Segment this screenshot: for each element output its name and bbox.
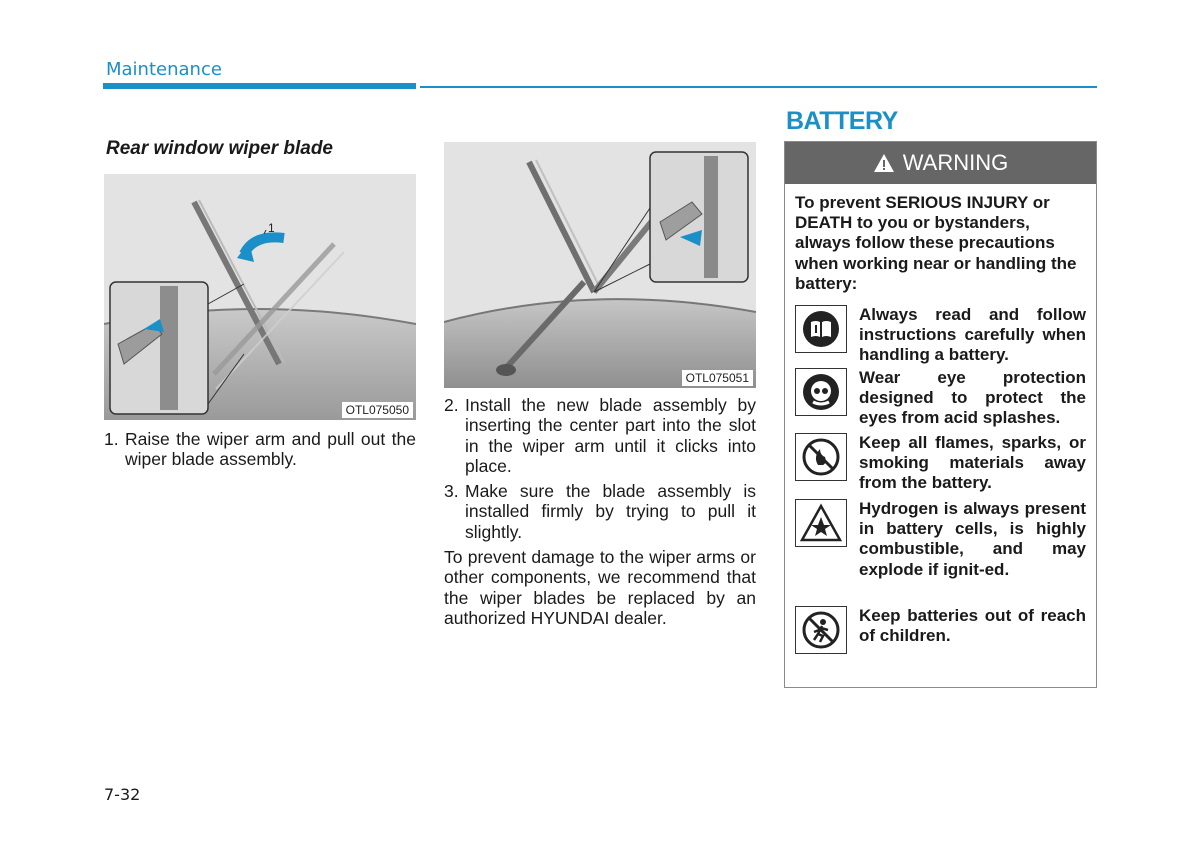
subheading: Rear window wiper blade — [106, 138, 333, 159]
warning-item-text: Wear eye protection designed to protect the eyes from acid splashes. — [859, 368, 1086, 428]
wiper-install-illustration — [444, 142, 756, 388]
header-rule-thin — [420, 86, 1097, 88]
step-3 — [444, 481, 756, 542]
step-text: Make sure the blade assembly is installed firmly by trying to pull it slightly. — [465, 481, 756, 542]
warning-header — [785, 142, 1096, 184]
step-text: Install the new blade assembly by inserting the center part into the slot in the wiper arm until it clicks into place. — [465, 395, 756, 476]
warning-intro: To prevent SERIOUS INJURY or DEATH to you or bystanders, always follow these precautions when working near or handling the battery: — [795, 193, 1077, 293]
step-number: 2. — [444, 395, 459, 415]
step-number: 1. — [104, 429, 119, 449]
warning-item-text: Keep batteries out of reach of children. — [859, 606, 1086, 646]
instructions-left — [104, 429, 416, 470]
section-label: Maintenance — [106, 59, 222, 80]
warning-item-text: Hydrogen is always present in battery cells, is highly combustible, and may explode if ignit-ed. — [859, 499, 1086, 579]
warning-triangle-icon — [873, 153, 895, 173]
warning-item-text: Keep all flames, sparks, or smoking materials away from the battery. — [859, 433, 1086, 493]
page-number: 7-32 — [104, 785, 141, 804]
header-rule-thick — [103, 83, 416, 89]
wiper-removal-illustration — [104, 174, 416, 420]
warning-item-text: Always read and follow instructions carefully when handling a battery. — [859, 305, 1086, 365]
keep-children-away-icon — [801, 610, 841, 650]
step-1 — [104, 429, 416, 470]
figure-wiper-install — [444, 142, 756, 388]
step-text: Raise the wiper arm and pull out the wiper blade assembly. — [125, 429, 416, 470]
explosion-hazard-icon — [800, 503, 842, 543]
step-2 — [444, 395, 756, 476]
figure-callout: 1 — [268, 221, 275, 235]
step-number: 3. — [444, 481, 459, 502]
read-manual-icon — [801, 309, 841, 349]
figure-code: OTL075051 — [682, 370, 753, 386]
warning-label: WARNING — [902, 150, 1009, 175]
eye-protection-icon — [801, 372, 841, 412]
recommendation-note: To prevent damage to the wiper arms or other components, we recommend that the wiper blades be replaced by an authorized HYUNDAI dealer. — [444, 547, 756, 628]
warning-box — [784, 141, 1097, 688]
figure-wiper-removal — [104, 174, 416, 420]
no-flames-icon — [801, 437, 841, 477]
figure-code: OTL075050 — [342, 402, 413, 418]
battery-title: BATTERY — [786, 107, 898, 135]
instructions-middle — [444, 395, 756, 628]
